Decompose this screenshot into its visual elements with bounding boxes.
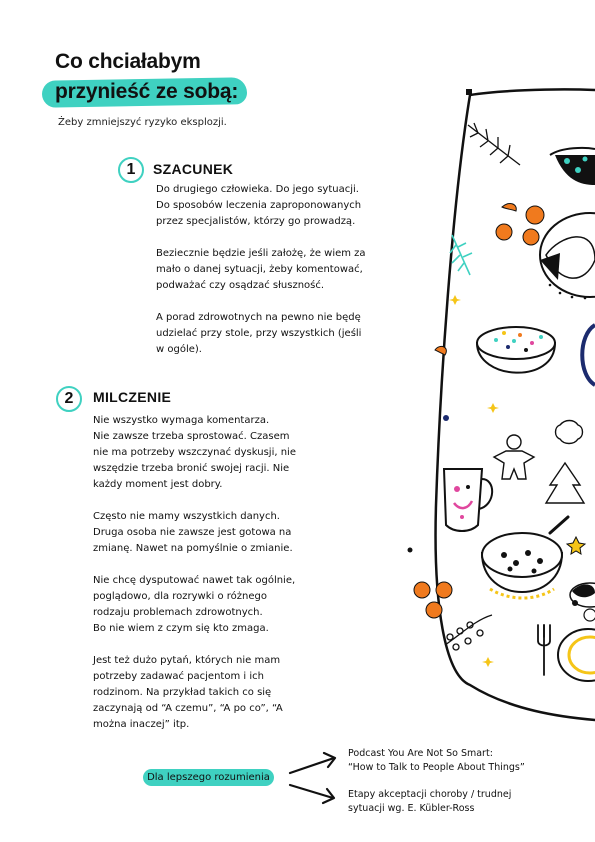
dot-icon	[443, 415, 449, 421]
leaf-branch-icon	[445, 615, 492, 650]
section-1-heading: SZACUNEK	[153, 161, 234, 177]
arrow-up-icon	[290, 758, 334, 773]
tangerine-slice-icon	[435, 346, 446, 355]
page-title-line2: przynieść ze sobą:	[55, 80, 239, 103]
table-corner-mark	[466, 89, 472, 95]
pot-icon	[550, 148, 595, 185]
arrows-graphic	[284, 748, 346, 808]
podcast-link[interactable]: Podcast You Are Not So Smart: “How to Talk to People About Things”	[348, 748, 525, 773]
fish-dish-icon	[570, 583, 595, 621]
tree-cookie-icon	[546, 463, 584, 503]
section-1-paragraph-3: A porad zdrowotnych na pewno nie będę udzielać przy stole, przy wszystkich (jeśli w ogóle).	[156, 312, 362, 355]
dot-icon-2	[408, 548, 413, 553]
section-2-paragraph-1: Nie wszystko wymaga komentarza. Nie zawsze trzeba sprostować. Czasem nie ma potrzeby wszczynać dyskusji, nie wszędzie trzeba bronić swojej racji. Nie każdy moment jest dobry.	[93, 415, 296, 490]
oranges-lower-icon	[414, 582, 452, 618]
section-2-number: 2	[56, 386, 82, 412]
page-title-line1: Co chciałabym	[55, 50, 201, 73]
gingerbread-icon	[494, 435, 534, 479]
section-1-paragraph-1: Do drugiego człowieka. Do jego sytuacji. Do sposobów leczenia zaproponowanych przez specjalistów, którzy go prowadzą.	[156, 184, 362, 227]
section-2-heading: MILCZENIE	[93, 389, 172, 405]
arrow-down-icon	[290, 785, 333, 798]
section-2-paragraph-4: Jest też dużo pytań, których nie mam potrzeby zadawać pacjentom i ich rodzinom. Na przykład takich co się zaczynają od “A czemu”, “A po co”, “A można inaczej” itp.	[93, 655, 283, 730]
section-2-paragraph-2: Często nie mamy wszystkich danych. Druga osoba nie zawsze jest gotowa na zmianę. Nawet na pomyślnie o zmianie.	[93, 511, 293, 554]
fir-branch-icon	[468, 123, 520, 165]
fork-icon	[538, 625, 550, 675]
holiday-table-illustration	[400, 85, 595, 725]
further-reading-pill: Dla lepszego rozumienia	[143, 769, 274, 786]
section-2-paragraph-3: Nie chcę dysputować nawet tak ogólnie, poglądowo, dla rozrywki o różnego rodzaju problemach zdrowotnych. Bo nie wiem z czym się kto zmaga.	[93, 575, 296, 634]
dessert-bowl-icon	[482, 517, 568, 598]
star-icon	[567, 537, 585, 554]
yellow-plate-icon	[558, 629, 595, 681]
oranges-icon	[496, 204, 544, 245]
navy-plate-icon	[582, 325, 595, 385]
section-1-paragraph-2: Bezieczniе będzie jeśli założę, że wiem za mało o danej sytuacji, żeby komentować, podważać czy osądzać słuszność.	[156, 248, 366, 291]
table-outline	[436, 89, 595, 720]
jug-icon	[444, 469, 492, 531]
fish-plate-icon	[540, 213, 595, 299]
cookie-icon	[556, 421, 583, 444]
page-subtitle: Żeby zmniejszyć ryzyko eksplozji.	[58, 117, 227, 128]
salad-bowl-icon	[477, 327, 555, 373]
section-1-number: 1	[118, 157, 144, 183]
kubler-ross-link[interactable]: Etapy akceptacji choroby / trudnej sytuacji wg. E. Kübler-Ross	[348, 789, 512, 814]
